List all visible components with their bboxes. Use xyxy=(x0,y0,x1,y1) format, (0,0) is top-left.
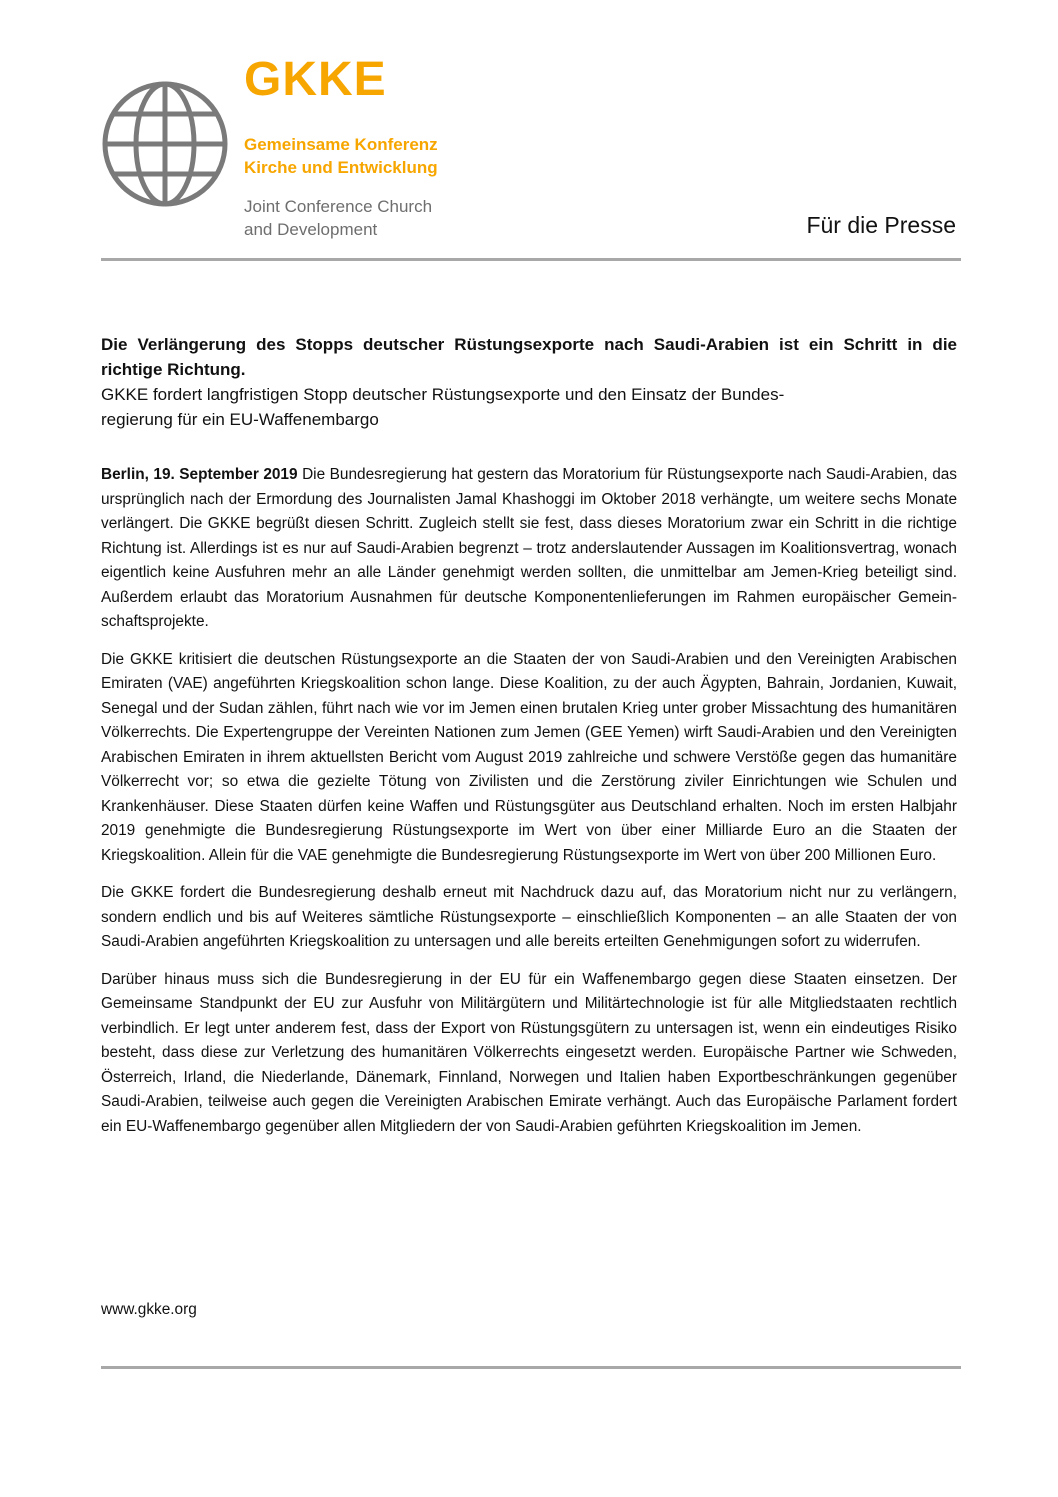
press-label: Für die Presse xyxy=(806,212,956,238)
headline-subtitle xyxy=(101,382,957,432)
dateline: Berlin, 19. September 2019 xyxy=(101,466,298,483)
paragraph-2: Die GKKE kritisiert die deutschen Rüstungsexporte an die Staaten der von Saudi-Arabien und den Vereinigten Arabischen Emiraten (VAE) angeführten Kriegskoalition schon lange. Diese Koalition, zu der auch Ägypten, Bahrain, Jordanien, Kuwait, Senegal und der Sudan zählen, führt nach wie vor im Jemen einen brutalen Krieg unter grober Missachtung des humanitären Völkerrechts. Die Expertengruppe der Vereinten Nationen zum Jemen (GEE Yemen) wirft Saudi-Arabien und den Vereinigten Arabischen Emiraten in ihrem aktuellsten Bericht vom August 2019 zahlreiche und schwere Verstöße gegen das humanitäre Völkerrecht vor; so etwa die gezielte Tötung von Zivilisten und die Zerstörung ziviler Einrichtungen wie Schulen und Krankenhäuser. Diese Staaten dürfen keine Waffen und Rüstungsgüter aus Deutschland erhalten. Noch im ersten Halbjahr 2019 genehmigte die Bundesregierung Rüstungsexporte im Wert von über einer Milliarde Euro an die Staaten der Kriegskoalition. Allein für die VAE genehmigte die Bundesregierung Rüstungsexporte im Wert von über 200 Millionen Euro. xyxy=(101,650,957,864)
org-name-german-line2: Kirche und Entwicklung xyxy=(244,158,438,177)
headline-subtitle-line2: regierung für ein EU-Waffenembargo xyxy=(101,410,379,429)
press-release-body xyxy=(101,463,957,1152)
website-link[interactable]: www.gkke.org xyxy=(101,1301,197,1318)
org-name-english-line2: and Development xyxy=(244,220,378,239)
org-name-german-line1: Gemeinsame Konferenz xyxy=(244,135,438,154)
paragraph-1-text: Die Bundesregierung hat gestern das Moratorium für Rüstungsexporte nach Saudi-Arabien, das ursprünglich nach der Ermordung des Journalisten Jamal Khashoggi im Oktober 2018 verhängte, um weitere sechs Monate verlängert. Die GKKE begrüßt diesen Schritt. Zugleich stellt sie fest, dass dieses Moratorium zwar ein Schritt in die richtige Richtung ist. Allerdings ist es nur auf Saudi-Arabien begrenzt – trotz anderslautender Aussagen im Koalitionsvertrag, wonach eigentlich keine Ausfuhren mehr an alle Länder genehmigt werden sollten, die unmittelbar am Jemen-Krieg beteiligt sind. Außerdem erlaubt das Moratorium Ausnahmen für deutsche Komponentenlieferungen im Rahmen europäischer Gemeinschaftsprojekte. xyxy=(101,466,958,630)
org-name-english-line1: Joint Conference Church xyxy=(244,197,433,216)
headline-subtitle-line1: GKKE fordert langfristigen Stopp deutscher Rüstungsexporte und den Einsatz der Bundes- xyxy=(101,385,785,404)
paragraph-3: Die GKKE fordert die Bundesregierung deshalb erneut mit Nachdruck dazu auf, das Moratorium nicht nur zu verlängern, sondern endlich und bis auf Weiteres sämtliche Rüstungsexporte – einschließlich Komponenten – an alle Staaten der von Saudi-Arabien angeführten Kriegskoalition zu untersagen und alle bereits erteilten Genehmigungen sofort zu widerrufen. xyxy=(101,884,957,950)
paragraph-1 xyxy=(101,463,957,635)
header-divider xyxy=(101,258,961,261)
brand-logotype: GKKE xyxy=(244,53,387,106)
headline-block xyxy=(101,332,957,432)
headline-title: Die Verlängerung des Stopps deutscher Rüstungsexporte nach Saudi-Arabien ist ein Schritt in die richtige Richtung. xyxy=(101,335,957,379)
globe-icon xyxy=(101,80,229,208)
org-name-german xyxy=(244,133,438,179)
letterhead xyxy=(0,0,1058,270)
footer-divider xyxy=(101,1366,961,1369)
paragraph-4: Darüber hinaus muss sich die Bundesregierung in der EU für ein Waffenembargo gegen diese Staaten einsetzen. Der Gemeinsame Standpunkt der EU zur Ausfuhr von Militärgütern und Militärtechnologie ist für alle Mitgliedstaaten rechtlich verbindlich. Er legt unter anderem fest, dass der Export von Rüstungsgütern zu untersagen ist, wenn ein eindeutiges Risiko besteht, dass diese zur Verletzung des humanitären Völkerrechts eingesetzt werden. Europäische Partner wie Schweden, Österreich, Irland, die Niederlande, Dänemark, Finnland, Norwegen und Italien haben Exportbeschränkungen gegenüber Saudi-Arabien, teilweise auch gegen die Vereinigten Arabischen Emirate verhängt. Auch das Europäische Parlament fordert ein EU-Waffenembargo gegenüber allen Mitgliedern der von Saudi-Arabien geführten Kriegskoalition im Jemen. xyxy=(101,970,957,1135)
org-name-english xyxy=(244,195,432,241)
